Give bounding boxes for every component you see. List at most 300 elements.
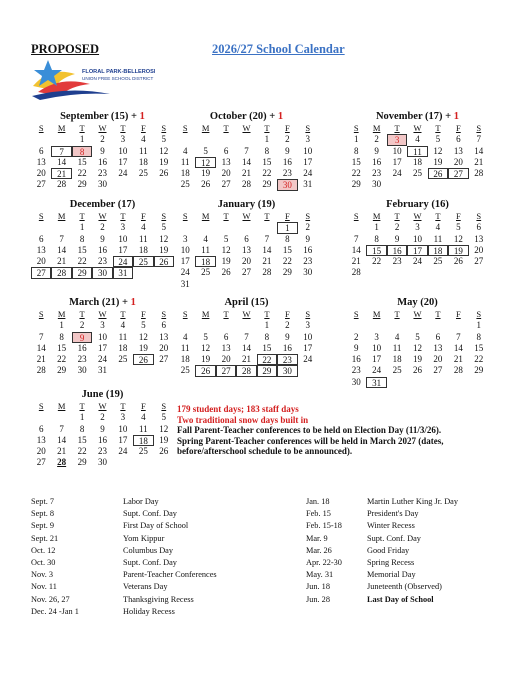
holiday-row	[306, 520, 506, 532]
month-grid	[31, 211, 174, 279]
weekday-header: T	[394, 123, 400, 133]
weekday-header: F	[455, 123, 461, 133]
calendar-day: 27	[36, 179, 46, 190]
weekday-header: T	[223, 309, 229, 319]
holiday-row	[306, 508, 506, 520]
calendar-day: 13	[433, 342, 443, 353]
calendar-day: 23	[372, 168, 382, 179]
calendar-day: 17	[407, 245, 427, 256]
calendar-day: 18	[118, 342, 128, 353]
weekday-header: W	[413, 123, 422, 133]
calendar-day: 22	[77, 168, 87, 179]
calendar-day: 12	[138, 331, 148, 342]
month-name: December (17)	[69, 199, 136, 210]
month-title	[31, 389, 174, 401]
calendar-day: 11	[180, 342, 190, 353]
calendar-day: 25	[138, 168, 148, 179]
holiday-name: Memorial Day	[367, 570, 416, 580]
month-block	[31, 389, 174, 469]
holiday-list-left	[31, 496, 271, 618]
calendar-day: 21	[241, 168, 251, 179]
calendar-day: 10	[180, 244, 190, 255]
calendar-day: 28	[453, 365, 463, 376]
month-block	[175, 199, 318, 290]
calendar-day: 8	[79, 423, 85, 434]
calendar-day: 10	[412, 233, 422, 244]
holiday-name: Labor Day	[123, 497, 159, 506]
calendar-day: 24	[180, 267, 190, 278]
weekday-header: S	[353, 211, 359, 221]
calendar-day: 10	[392, 145, 402, 156]
calendar-day: 8	[476, 331, 482, 342]
calendar-day: 19	[412, 354, 422, 365]
calendar-day: 5	[203, 145, 208, 156]
calendar-day: 26	[195, 365, 215, 376]
calendar-day: 26	[159, 168, 169, 179]
calendar-day: 15	[77, 244, 87, 255]
calendar-day: 3	[374, 331, 379, 342]
calendar-day: 27	[221, 179, 231, 190]
calendar-day: 13	[221, 342, 231, 353]
holiday-row	[306, 569, 506, 581]
weekday-header: S	[38, 309, 44, 319]
district-logo	[30, 56, 155, 100]
weekday-header: F	[284, 211, 290, 221]
calendar-notes	[177, 404, 507, 457]
calendar-day: 28	[262, 267, 272, 278]
calendar-day: 19	[159, 244, 169, 255]
calendar-day: 23	[282, 168, 292, 179]
calendar-day: 22	[262, 168, 272, 179]
notes-snow-days: Two traditional snow days built in	[177, 414, 309, 425]
holiday-row	[31, 520, 271, 532]
empty-day	[216, 320, 236, 331]
holiday-row	[306, 581, 506, 593]
holiday-name: Juneteenth (Observed)	[367, 582, 442, 592]
calendar-day: 16	[282, 342, 292, 353]
notes-spring-conferences: Spring Parent-Teacher conferences will be held in March 2027 (dates, before/afterschool schedule to be announced).	[177, 435, 444, 456]
calendar-day: 4	[141, 134, 146, 145]
calendar-day: 28	[51, 267, 71, 278]
weekday-header: F	[455, 211, 461, 221]
calendar-day: 14	[241, 156, 251, 167]
weekday-header: T	[79, 401, 85, 411]
weekday-header: M	[372, 211, 381, 221]
calendar-day: 21	[474, 156, 484, 167]
calendar-day: 29	[257, 365, 277, 376]
empty-day	[51, 134, 71, 145]
calendar-day: 10	[97, 331, 107, 342]
empty-day	[31, 222, 51, 233]
calendar-day: 1	[353, 134, 359, 145]
empty-day	[31, 134, 51, 145]
calendar-day: 31	[180, 278, 190, 289]
holiday-name: Last Day of School	[367, 594, 434, 604]
calendar-day: 6	[435, 331, 441, 342]
calendar-day: 29	[282, 267, 292, 278]
calendar-day: 3	[120, 412, 126, 423]
month-block	[31, 297, 174, 377]
calendar-day: 23	[97, 168, 107, 179]
calendar-day: 25	[138, 446, 148, 457]
empty-day	[236, 134, 256, 145]
calendar-day: 15	[474, 342, 484, 353]
calendar-day: 9	[72, 332, 92, 343]
month-title	[346, 199, 489, 211]
holiday-name: Parent-Teacher Conferences	[123, 570, 217, 580]
calendar-day: 18	[195, 256, 215, 267]
calendar-day: 8	[353, 145, 359, 156]
calendar-day: 8	[59, 331, 64, 342]
calendar-day: 11	[201, 244, 210, 255]
calendar-day: 25	[180, 365, 190, 376]
calendar-day: 16	[97, 156, 107, 167]
month-name: September (15) +	[60, 111, 140, 122]
holiday-name: Winter Recess	[367, 521, 415, 531]
weekday-header: M	[201, 211, 210, 221]
empty-day	[31, 320, 51, 331]
calendar-day: 19	[201, 354, 211, 365]
calendar-day: 28	[241, 179, 251, 190]
calendar-day: 7	[476, 134, 482, 145]
calendar-day: 29	[72, 267, 92, 278]
weekday-header: S	[353, 123, 359, 133]
holiday-row	[306, 557, 506, 569]
weekday-header: M	[201, 123, 210, 133]
calendar-day: 15	[77, 156, 87, 167]
calendar-day: 13	[474, 233, 484, 244]
calendar-day: 19	[448, 245, 468, 256]
empty-day	[366, 320, 386, 331]
month-grid	[31, 123, 174, 191]
holiday-date: Jun. 18	[306, 582, 330, 592]
calendar-day: 16	[303, 244, 313, 255]
calendar-day: 4	[415, 134, 420, 145]
month-grid	[346, 123, 489, 191]
calendar-day: 17	[97, 342, 107, 353]
calendar-day: 2	[100, 134, 105, 145]
holiday-name: Holiday Recess	[123, 606, 175, 616]
calendar-day: 13	[159, 331, 169, 342]
calendar-day: 7	[353, 233, 359, 244]
weekday-header: T	[79, 211, 85, 221]
calendar-day: 17	[303, 156, 313, 167]
calendar-day: 27	[448, 168, 468, 179]
calendar-day: 10	[303, 145, 313, 156]
weekday-header: M	[372, 123, 381, 133]
weekday-header: M	[201, 309, 210, 319]
calendar-day: 29	[77, 457, 87, 468]
empty-day	[195, 222, 215, 233]
calendar-day: 1	[277, 222, 297, 233]
calendar-day: 16	[97, 434, 107, 445]
weekday-header: W	[242, 211, 251, 221]
calendar-day: 31	[113, 267, 133, 278]
holiday-name: Supt. Conf. Day	[123, 557, 177, 567]
district-logo-graphic	[30, 56, 155, 100]
holiday-name: Martin Luther King Jr. Day	[367, 497, 459, 506]
calendar-day: 13	[36, 434, 46, 445]
calendar-day: 5	[141, 320, 146, 331]
calendar-day: 27	[159, 354, 169, 365]
calendar-day: 30	[277, 179, 297, 190]
empty-day	[175, 134, 195, 145]
month-extra-day: 1	[277, 111, 284, 122]
weekday-header: T	[223, 211, 229, 221]
month-grid	[346, 211, 489, 279]
calendar-day: 4	[203, 233, 208, 244]
calendar-day: 28	[57, 457, 67, 468]
holiday-date: May. 31	[306, 570, 334, 580]
calendar-day: 18	[138, 156, 148, 167]
calendar-day: 3	[182, 233, 188, 244]
calendar-day: 6	[456, 134, 461, 145]
weekday-header: W	[98, 401, 107, 411]
holiday-row	[306, 545, 506, 557]
calendar-day: 29	[262, 179, 272, 190]
calendar-day: 14	[57, 244, 67, 255]
calendar-day: 5	[161, 134, 167, 145]
calendar-day: 5	[161, 412, 167, 423]
calendar-day: 14	[262, 244, 272, 255]
calendar-day: 22	[351, 168, 361, 179]
weekday-header: F	[140, 123, 146, 133]
weekday-header: W	[242, 309, 251, 319]
calendar-day: 12	[433, 145, 443, 156]
calendar-day: 30	[77, 365, 87, 376]
empty-day	[346, 222, 366, 233]
calendar-day: 20	[221, 354, 231, 365]
calendar-day: 23	[351, 365, 361, 376]
calendar-day: 6	[38, 145, 44, 156]
holiday-name: Supt. Conf. Day	[367, 533, 421, 543]
holiday-name: Supt. Conf. Day	[123, 509, 177, 519]
month-grid	[175, 309, 318, 377]
holiday-row	[31, 496, 271, 508]
calendar-day: 12	[412, 342, 422, 353]
holiday-date: Sept. 21	[31, 533, 59, 543]
calendar-day: 7	[38, 331, 44, 342]
calendar-day: 11	[407, 146, 427, 157]
calendar-day: 15	[351, 156, 361, 167]
weekday-header: T	[435, 123, 441, 133]
weekday-header: T	[79, 123, 85, 133]
calendar-day: 18	[392, 354, 402, 365]
logo-text-1: FLORAL PARK-BELLEROSE	[82, 69, 155, 75]
holiday-date: Feb. 15	[306, 509, 331, 519]
calendar-day: 1	[79, 134, 85, 145]
calendar-day: 14	[57, 434, 67, 445]
calendar-day: 14	[241, 342, 251, 353]
calendar-day: 1	[59, 320, 64, 331]
calendar-day: 25	[392, 365, 402, 376]
holiday-name: Columbus Day	[123, 545, 174, 555]
calendar-day: 20	[36, 168, 46, 179]
weekday-header: W	[98, 309, 107, 319]
calendar-day: 10	[118, 145, 128, 156]
weekday-header: S	[305, 211, 311, 221]
calendar-day: 25	[201, 267, 211, 278]
calendar-day: 30	[92, 267, 112, 278]
calendar-day: 3	[120, 222, 126, 233]
calendar-day: 7	[456, 331, 461, 342]
holiday-name: Spring Recess	[367, 557, 415, 567]
calendar-day: 12	[159, 423, 169, 434]
calendar-day: 26	[154, 256, 174, 267]
month-extra-day: 1	[130, 297, 136, 308]
weekday-header: T	[120, 211, 126, 221]
month-name: March (21) +	[69, 297, 131, 308]
calendar-day: 28	[57, 179, 67, 190]
weekday-header: M	[57, 211, 66, 221]
calendar-day: 30	[97, 457, 107, 468]
month-grid	[175, 211, 318, 290]
calendar-day: 25	[118, 354, 128, 365]
weekday-header: F	[140, 309, 146, 319]
month-extra-day: 1	[139, 111, 145, 122]
calendar-day: 2	[305, 222, 311, 233]
holiday-date: Nov. 11	[31, 582, 57, 592]
weekday-header: W	[413, 309, 422, 319]
holiday-date: Sept. 9	[31, 521, 55, 531]
holiday-name: Veterans Day	[123, 582, 168, 592]
calendar-day: 3	[387, 134, 407, 145]
month-grid	[346, 309, 489, 388]
empty-day	[51, 412, 71, 423]
empty-day	[195, 320, 215, 331]
holiday-date: Nov. 3	[31, 570, 54, 580]
calendar-day: 25	[133, 256, 153, 267]
calendar-day: 9	[353, 342, 359, 353]
calendar-day: 9	[285, 331, 290, 342]
holiday-date: Sept. 8	[31, 509, 55, 519]
calendar-day: 26	[453, 256, 463, 267]
month-title	[31, 111, 174, 123]
calendar-day: 25	[180, 179, 190, 190]
calendar-day: 30	[303, 267, 313, 278]
calendar-day: 19	[221, 256, 231, 267]
calendar-day: 24	[372, 365, 382, 376]
calendar-day: 15	[262, 156, 272, 167]
calendar-day: 5	[223, 233, 229, 244]
calendar-day: 17	[392, 156, 402, 167]
calendar-day: 1	[79, 222, 85, 233]
calendar-day: 5	[203, 331, 208, 342]
calendar-day: 8	[79, 233, 85, 244]
empty-day	[31, 412, 51, 423]
weekday-header: T	[394, 309, 400, 319]
calendar-day: 2	[374, 134, 379, 145]
month-name: January (19)	[217, 199, 276, 210]
holiday-name: President's Day	[367, 509, 419, 519]
weekday-header: S	[182, 211, 188, 221]
calendar-day: 12	[195, 157, 215, 168]
calendar-day: 5	[435, 134, 441, 145]
calendar-day: 2	[79, 320, 85, 331]
holiday-row	[306, 594, 506, 606]
holiday-date: Apr. 22-30	[306, 557, 342, 567]
calendar-day: 11	[139, 423, 148, 434]
calendar-day: 4	[182, 145, 188, 156]
weekday-header: S	[161, 123, 167, 133]
holiday-date: Jun. 28	[306, 594, 330, 604]
holiday-date: Mar. 9	[306, 533, 328, 543]
calendar-day: 20	[36, 256, 46, 267]
month-name: November (17) +	[375, 111, 454, 122]
weekday-header: F	[284, 309, 290, 319]
empty-day	[216, 222, 236, 233]
calendar-day: 20	[453, 156, 463, 167]
calendar-day: 10	[372, 342, 382, 353]
calendar-day: 27	[241, 267, 251, 278]
weekday-header: S	[182, 309, 188, 319]
month-block	[346, 199, 489, 279]
calendar-day: 29	[351, 179, 361, 190]
calendar-day: 5	[456, 222, 461, 233]
calendar-day: 19	[433, 156, 443, 167]
weekday-header: S	[305, 123, 311, 133]
weekday-header: S	[305, 309, 311, 319]
empty-day	[236, 320, 256, 331]
calendar-day: 22	[77, 446, 87, 457]
holiday-name: Good Friday	[367, 545, 410, 555]
calendar-day: 21	[351, 256, 361, 267]
weekday-header: T	[435, 309, 441, 319]
notes-fall-conferences: Fall Parent-Teacher conferences to be held on Election Day (11/3/26).	[177, 425, 442, 435]
weekday-header: T	[120, 401, 126, 411]
calendar-day: 11	[139, 145, 148, 156]
calendar-day: 28	[236, 365, 256, 376]
calendar-day: 21	[51, 168, 71, 179]
calendar-day: 31	[97, 365, 107, 376]
calendar-day: 2	[100, 222, 105, 233]
calendar-day: 18	[180, 168, 190, 179]
calendar-day: 21	[57, 256, 67, 267]
holiday-list-right	[306, 496, 506, 606]
month-block	[175, 111, 318, 191]
calendar-day: 15	[57, 342, 67, 353]
calendar-day: 6	[244, 233, 249, 244]
calendar-day: 30	[97, 179, 107, 190]
month-block	[31, 199, 174, 279]
calendar-day: 3	[305, 134, 311, 145]
holiday-date: Dec. 24 -Jan 1	[31, 606, 79, 616]
weekday-header: T	[394, 211, 400, 221]
empty-day	[51, 222, 71, 233]
calendar-day: 15	[366, 245, 386, 256]
calendar-day: 6	[38, 423, 44, 434]
calendar-day: 18	[412, 156, 422, 167]
calendar-day: 16	[387, 245, 407, 256]
month-block	[31, 111, 174, 191]
calendar-day: 19	[159, 156, 169, 167]
calendar-day: 3	[305, 320, 311, 331]
calendar-day: 17	[118, 156, 128, 167]
calendar-day: 27	[216, 365, 236, 376]
calendar-day: 14	[351, 244, 361, 255]
weekday-header: T	[435, 211, 441, 221]
weekday-header: S	[476, 123, 482, 133]
calendar-day: 11	[433, 233, 443, 244]
weekday-header: S	[161, 309, 167, 319]
calendar-day: 18	[180, 354, 190, 365]
calendar-day: 10	[303, 331, 313, 342]
calendar-day: 26	[201, 179, 211, 190]
calendar-day: 8	[264, 331, 270, 342]
proposed-label: PROPOSED	[31, 42, 100, 56]
calendar-day: 17	[372, 354, 382, 365]
holiday-date: Mar. 26	[306, 545, 332, 555]
